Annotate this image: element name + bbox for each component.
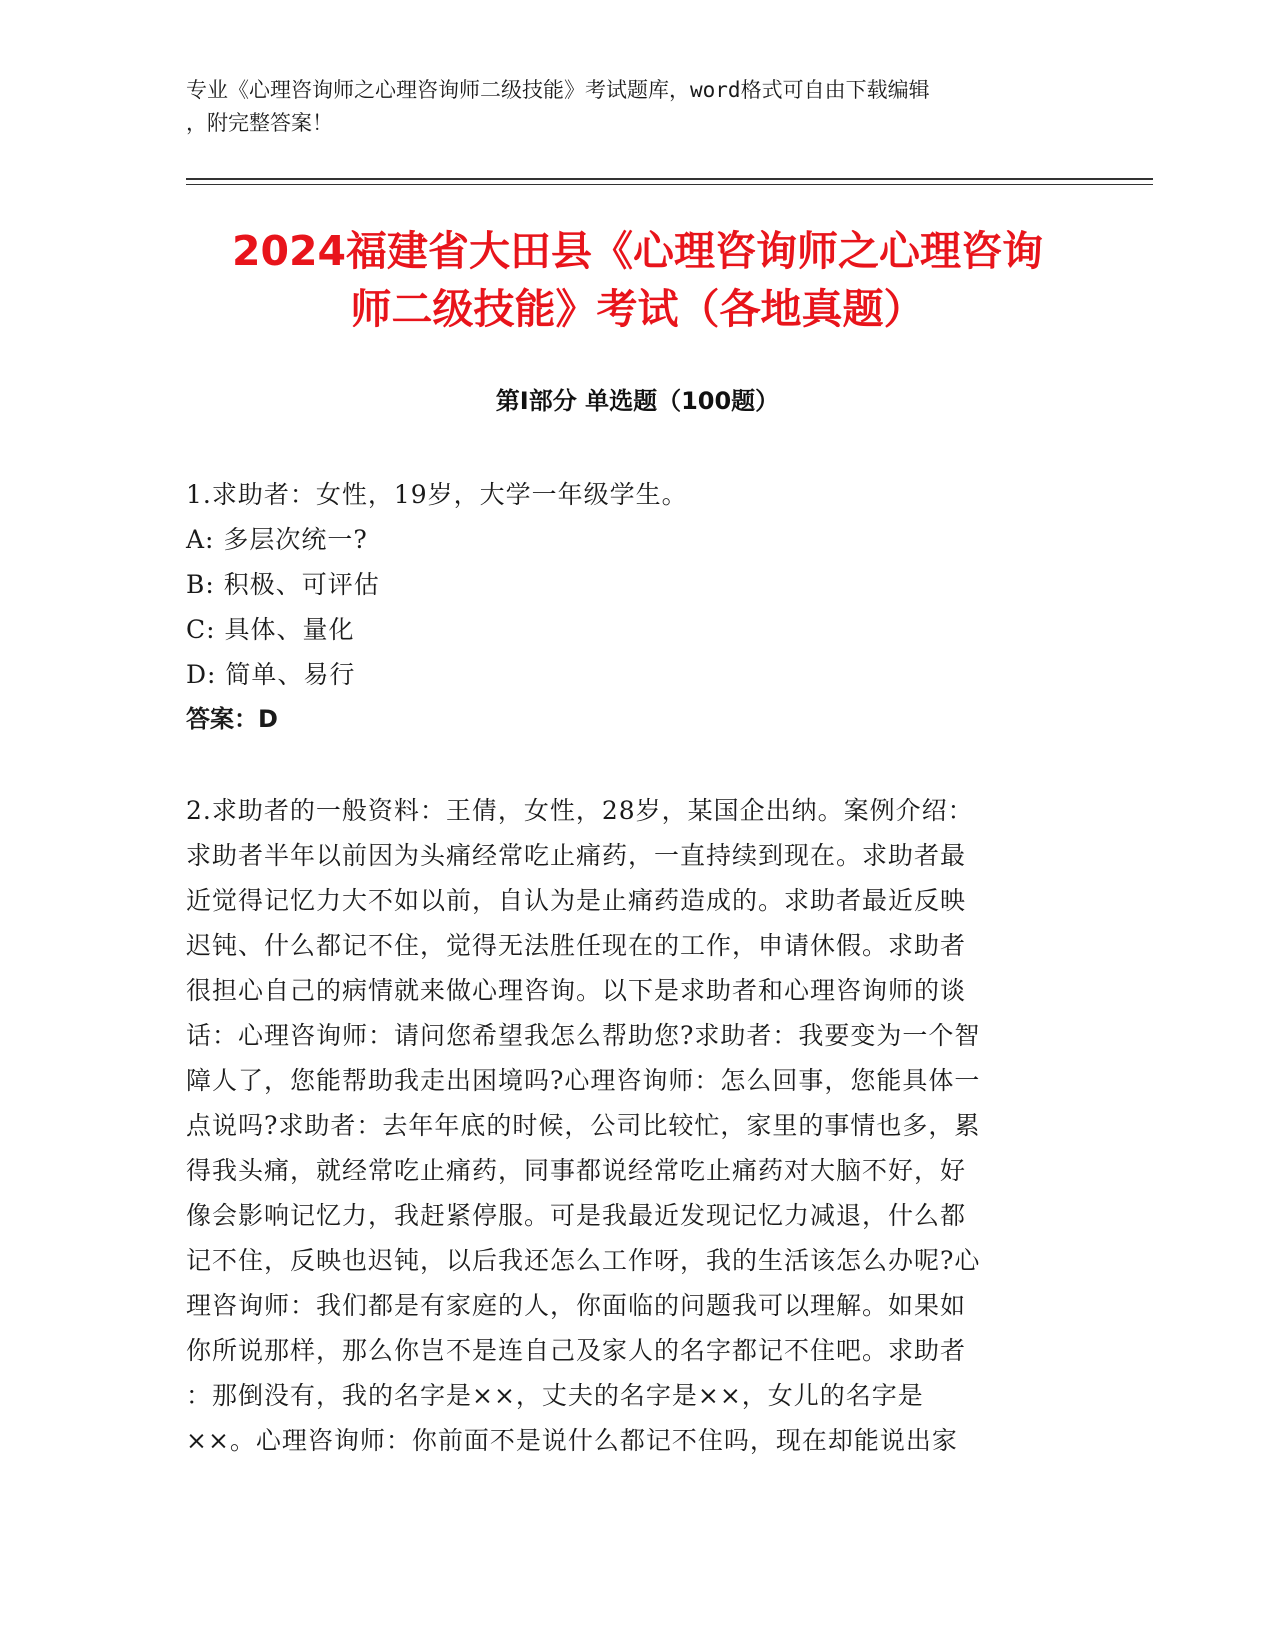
question-text-line: 障人了，您能帮助我走出困境吗?心理咨询师：怎么回事，您能具体一 <box>186 1066 981 1095</box>
header-note <box>186 74 1066 140</box>
question-text-line: 记不住，反映也迟钝，以后我还怎么工作呀，我的生活该怎么办呢?心 <box>186 1246 981 1275</box>
document-title-line-2: 师二级技能》考试（各地真题） <box>350 285 925 333</box>
question-2 <box>186 788 1066 1463</box>
question-stem: 1.求助者：女性，19岁，大学一年级学生。 <box>186 480 688 509</box>
question-text-line: ：那倒没有，我的名字是××，丈夫的名字是××，女儿的名字是 <box>186 1381 924 1410</box>
header-divider-thick <box>186 178 1153 180</box>
question-text-line: 迟钝、什么都记不住，觉得无法胜任现在的工作，申请休假。求助者 <box>186 931 967 960</box>
option-b: B: 积极、可评估 <box>186 570 380 599</box>
question-text-line: 你所说那样，那么你岂不是连自己及家人的名字都记不住吧。求助者 <box>186 1336 967 1365</box>
option-d: D: 简单、易行 <box>186 660 356 689</box>
section-title: 第Ⅰ部分 单选题（100题） <box>495 387 780 415</box>
question-text-line: 话：心理咨询师：请问您希望我怎么帮助您?求助者：我要变为一个智 <box>186 1021 981 1050</box>
question-text-line: 理咨询师：我们都是有家庭的人，你面临的问题我可以理解。如果如 <box>186 1291 967 1320</box>
document-title-line-1: 2024福建省大田县《心理咨询师之心理咨询 <box>231 227 1044 275</box>
question-text-line: 近觉得记忆力大不如以前，自认为是止痛药造成的。求助者最近反映 <box>186 886 967 915</box>
header-note-line-2: ，附完整答案！ <box>186 111 333 135</box>
question-text-line: 求助者半年以前因为头痛经常吃止痛药，一直持续到现在。求助者最 <box>186 841 967 870</box>
question-text-line: 点说吗?求助者：去年年底的时候，公司比较忙，家里的事情也多，累 <box>186 1111 981 1140</box>
question-text-line: 得我头痛，就经常吃止痛药，同事都说经常吃止痛药对大脑不好，好 <box>186 1156 967 1185</box>
question-text-line: 像会影响记忆力，我赶紧停服。可是我最近发现记忆力减退，什么都 <box>186 1201 967 1230</box>
option-a: A: 多层次统一? <box>186 525 368 554</box>
question-text-line: ××。心理咨询师：你前面不是说什么都记不住吗，现在却能说出家 <box>186 1426 958 1455</box>
answer-label: 答案：D <box>186 705 278 733</box>
document-title <box>160 222 1115 338</box>
question-1 <box>186 472 1066 742</box>
header-note-line-1: 专业《心理咨询师之心理咨询师二级技能》考试题库，word格式可自由下载编辑 <box>186 78 930 102</box>
question-text-line: 2.求助者的一般资料：王倩，女性，28岁，某国企出纳。案例介绍： <box>186 796 974 825</box>
option-c: C: 具体、量化 <box>186 615 355 644</box>
question-text-line: 很担心自己的病情就来做心理咨询。以下是求助者和心理咨询师的谈 <box>186 976 967 1005</box>
header-divider-thin <box>186 184 1153 185</box>
